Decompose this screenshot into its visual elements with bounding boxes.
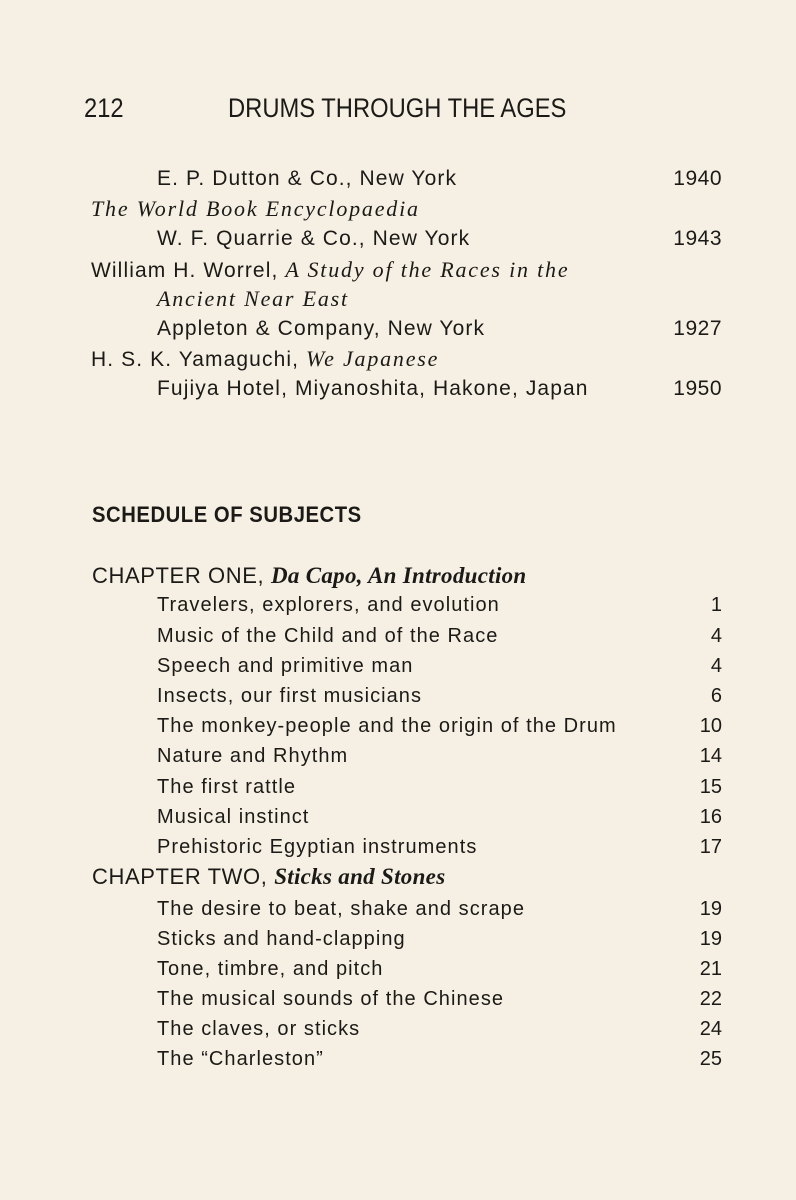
toc-page: 25 [699, 1048, 722, 1070]
bib-year: 1927 [673, 317, 722, 340]
toc-entry: Musical instinct [157, 806, 310, 828]
toc-entry: The “Charleston” [157, 1048, 324, 1070]
chapter-heading [92, 563, 527, 589]
running-title: DRUMS THROUGH THE AGES [228, 93, 567, 123]
toc-entry: Travelers, explorers, and evolution [157, 594, 500, 616]
toc-entry: The musical sounds of the Chinese [157, 988, 505, 1010]
toc-page: 4 [710, 625, 722, 647]
toc-page: 4 [710, 655, 722, 677]
chapter-heading [92, 864, 445, 890]
toc-page: 15 [699, 776, 722, 798]
bib-publisher: Appleton & Company, New York [157, 317, 486, 340]
bib-title: The World Book Encyclopaedia [91, 196, 420, 221]
bib-year: 1950 [673, 377, 722, 400]
toc-page: 17 [699, 836, 722, 858]
toc-entry: Music of the Child and of the Race [157, 625, 499, 647]
bib-publisher: W. F. Quarrie & Co., New York [157, 227, 471, 250]
bib-title: We Japanese [305, 346, 440, 371]
toc-page: 14 [699, 745, 722, 767]
toc-page: 16 [699, 806, 722, 828]
toc-page: 21 [699, 958, 722, 980]
toc-page: 22 [699, 988, 722, 1010]
bib-year: 1943 [673, 227, 722, 250]
toc-entry: The first rattle [157, 776, 297, 798]
toc-entry: The claves, or sticks [157, 1018, 361, 1040]
bib-entry [91, 257, 569, 283]
bib-entry [91, 346, 439, 372]
toc-entry: Speech and primitive man [157, 655, 414, 677]
chapter-subtitle: Da Capo, An Introduction [270, 563, 527, 588]
page-number: 212 [84, 93, 124, 123]
toc-page: 6 [710, 685, 722, 707]
toc-page: 10 [699, 715, 722, 737]
section-heading: SCHEDULE OF SUBJECTS [92, 502, 362, 527]
toc-entry: The monkey-people and the origin of the Drum [157, 715, 617, 737]
toc-entry: Prehistoric Egyptian instruments [157, 836, 478, 858]
bib-author: H. S. K. Yamaguchi, [91, 348, 306, 371]
toc-page: 24 [699, 1018, 722, 1040]
toc-entry: Sticks and hand-clapping [157, 928, 406, 950]
toc-page: 19 [699, 928, 722, 950]
toc-entry: The desire to beat, shake and scrape [157, 898, 526, 920]
chapter-subtitle: Sticks and Stones [274, 864, 446, 889]
bib-year: 1940 [673, 167, 722, 190]
bib-author: William H. Worrel, [91, 259, 286, 282]
toc-entry: Nature and Rhythm [157, 745, 349, 767]
toc-entry: Insects, our first musicians [157, 685, 423, 707]
bib-title: A Study of the Races in the [285, 257, 570, 282]
bib-publisher: Fujiya Hotel, Miyanoshita, Hakone, Japan [157, 377, 589, 400]
toc-entry: Tone, timbre, and pitch [157, 958, 384, 980]
toc-page: 19 [699, 898, 722, 920]
chapter-label: CHAPTER TWO, [92, 864, 275, 889]
bib-title-continued: Ancient Near East [157, 286, 349, 311]
chapter-label: CHAPTER ONE, [92, 563, 271, 588]
toc-page: 1 [710, 594, 722, 616]
bib-publisher: E. P. Dutton & Co., New York [157, 167, 458, 190]
